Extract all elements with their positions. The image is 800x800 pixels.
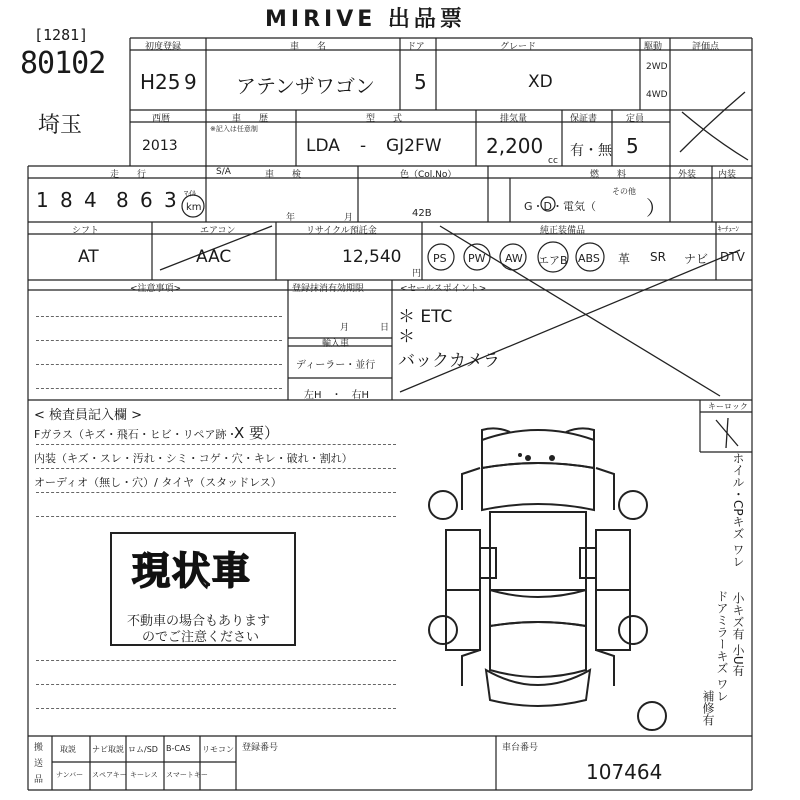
label-score: 評価点 <box>692 42 720 52</box>
drive-4wd: 4WD <box>646 90 668 100</box>
inspector-line-6 <box>36 684 396 685</box>
import-dealer: ディーラー・並行 <box>296 360 376 371</box>
label-keychain: ｷｰﾁｪｰﾝ <box>718 225 739 233</box>
mileage-digit-3: 4 <box>84 188 97 212</box>
legend-col-4: 補修有 <box>701 690 715 726</box>
label-name: 車 名 <box>290 42 327 52</box>
label-chassis-number: 車台番号 <box>502 743 539 753</box>
displacement-value: 2,200 <box>486 134 544 158</box>
label-reg-date: 登録抹消有効期限 <box>292 284 365 294</box>
mileage-digit-1: 1 <box>36 188 49 212</box>
label-inspector: < 検査員記入欄 > <box>34 408 143 423</box>
item-navi-manual: ナビ取説 <box>92 745 124 754</box>
sales-point-2: ＊ <box>398 327 415 347</box>
note-interior: 内装（キズ・スレ・汚れ・シミ・コゲ・穴・キレ・破れ・割れ） <box>34 452 353 465</box>
label-exterior: 外装 <box>678 170 697 180</box>
item-manual: 取説 <box>60 745 76 754</box>
grade-value: XD <box>528 72 553 92</box>
mileage-digit-4: 8 <box>116 188 129 212</box>
label-reg-number: 登録番号 <box>242 743 279 753</box>
item-remote: リモコン <box>202 745 234 754</box>
equip-aw: AW <box>505 252 523 265</box>
item-keyless: キーレス <box>130 771 158 779</box>
note-audio: オーディオ（無し・穴）/ タイヤ（スタッドレス） <box>34 476 282 489</box>
model-code: GJ2FW <box>386 136 442 156</box>
door-count: 5 <box>414 70 427 94</box>
inspector-line-3 <box>36 492 396 493</box>
equip-dtv: DTV <box>720 250 745 264</box>
shipping-label-bot: 品 <box>34 775 44 785</box>
label-capacity: 定員 <box>626 114 645 124</box>
equip-airbag: エアB <box>538 254 568 267</box>
equip-sr: SR <box>650 250 666 264</box>
shift-value: AT <box>78 247 99 267</box>
warranty-value: 有・無 <box>570 143 612 159</box>
sales-point-1: ＊ ETC <box>398 307 453 327</box>
shaken-year: 年 <box>286 213 296 223</box>
mileage-digit-5: 6 <box>140 188 153 212</box>
lot-number: 80102 <box>20 46 106 81</box>
label-displacement: 排気量 <box>500 114 528 124</box>
model-dash: - <box>360 136 367 156</box>
equip-abs: ABS <box>578 252 600 265</box>
label-aircon: エアコン <box>200 226 236 236</box>
label-recycle: リサイクル預託金 <box>306 226 377 236</box>
reg-day-label: 日 <box>380 323 390 333</box>
mileage-unit-mile: ﾏｲﾙ <box>184 189 196 198</box>
note-glass-mark: X 要） <box>234 424 280 442</box>
equip-navi: ナビ <box>684 252 709 266</box>
steering-side: 左H ・ 右H <box>304 390 370 401</box>
year-era: H25 <box>140 70 181 94</box>
equip-leather: 革 <box>618 252 631 266</box>
legend-col-3: 小キズ有 小U有 <box>731 592 745 677</box>
equip-ps: PS <box>433 252 447 265</box>
legend-col-1: ホイル・CPキズ ワレ <box>731 452 745 568</box>
shipping-label-mid: 送 <box>34 759 44 769</box>
model-prefix: LDA <box>306 136 340 156</box>
label-era: 西暦 <box>152 114 171 124</box>
shaken-month: 月 <box>344 213 354 223</box>
label-sa: S/A <box>216 167 231 177</box>
notes-line-4 <box>36 388 282 389</box>
stamp-note-1: 不動車の場合もあります <box>127 614 271 629</box>
label-grade: グレード <box>500 42 537 52</box>
color-code: 42B <box>412 208 432 219</box>
reg-month: 9 <box>184 70 197 94</box>
fuel-other: その他 <box>612 187 636 196</box>
inspector-line-7 <box>36 708 396 709</box>
stamp-note-2: のでご注意ください <box>142 630 260 645</box>
equip-pw: PW <box>468 252 486 265</box>
item-plate: ナンバー <box>56 771 84 779</box>
label-shift: シフト <box>72 226 100 236</box>
label-model: 型 式 <box>366 114 403 124</box>
label-notes: <注意事項> <box>130 284 182 294</box>
label-doors: ドア <box>407 42 425 52</box>
year-western: 2013 <box>142 138 178 154</box>
mileage-digit-6: 3 <box>164 188 177 212</box>
label-color: 色（Col.No） <box>400 170 457 180</box>
displacement-unit: cc <box>548 156 558 166</box>
sheet-title: MIRIVE 出品票 <box>265 7 466 32</box>
aircon-value: AAC <box>196 247 232 267</box>
notes-line-1 <box>36 316 282 317</box>
label-shaken: 車 検 <box>265 170 302 180</box>
label-equipment: 純正装備品 <box>540 226 586 236</box>
label-history: 車 歴 <box>232 114 269 124</box>
sales-point-3: バックカメラ <box>398 351 500 371</box>
item-smart-key: スマートキー <box>166 771 208 779</box>
item-rom-sd: ロム/SD <box>128 745 158 754</box>
label-interior: 内装 <box>718 170 737 180</box>
drive-2wd: 2WD <box>646 62 668 72</box>
car-diagram <box>429 428 666 730</box>
label-fuel: 燃 料 <box>590 170 627 180</box>
recycle-unit: 円 <box>412 269 422 279</box>
recycle-amount: 12,540 <box>342 247 402 267</box>
label-history-sub: ※記入は任意制 <box>210 125 258 133</box>
stamp-title: 現状車 <box>132 548 253 593</box>
inspector-line-1 <box>36 444 396 445</box>
chassis-number: 107464 <box>586 760 663 784</box>
lot-bracket: [1281] <box>34 26 89 44</box>
inspector-line-2 <box>36 468 396 469</box>
label-mileage: 走 行 <box>110 170 147 180</box>
region: 埼玉 <box>38 113 83 138</box>
label-import: 輸入車 <box>322 339 350 349</box>
label-drive: 駆動 <box>644 42 663 52</box>
fuel-options: G・D・電気（ <box>524 200 596 213</box>
legend-col-2: ドアミラーキズ ワレ <box>715 590 729 702</box>
notes-line-2 <box>36 340 282 341</box>
mileage-unit-km: km <box>186 202 202 213</box>
label-sales-points: <セールスポイント> <box>400 284 487 294</box>
label-warranty: 保証書 <box>570 114 598 124</box>
capacity-value: 5 <box>626 134 639 158</box>
item-bcas: B-CAS <box>166 744 191 753</box>
inspector-line-4 <box>36 516 396 517</box>
vehicle-name: アテンザワゴン <box>236 74 375 98</box>
shipping-label-top: 搬 <box>34 743 44 753</box>
inspector-line-5 <box>36 660 396 661</box>
reg-month-label: 月 <box>340 323 350 333</box>
notes-line-3 <box>36 364 282 365</box>
mileage-digit-2: 8 <box>60 188 73 212</box>
label-keylock: キーロック <box>708 402 748 411</box>
label-first-reg: 初度登録 <box>145 42 182 52</box>
fuel-close: ） <box>646 196 666 220</box>
item-spare-key: スペアキー <box>92 771 127 779</box>
note-glass: Fガラス（キズ・飛石・ヒビ・リペア跡・ <box>34 428 238 441</box>
